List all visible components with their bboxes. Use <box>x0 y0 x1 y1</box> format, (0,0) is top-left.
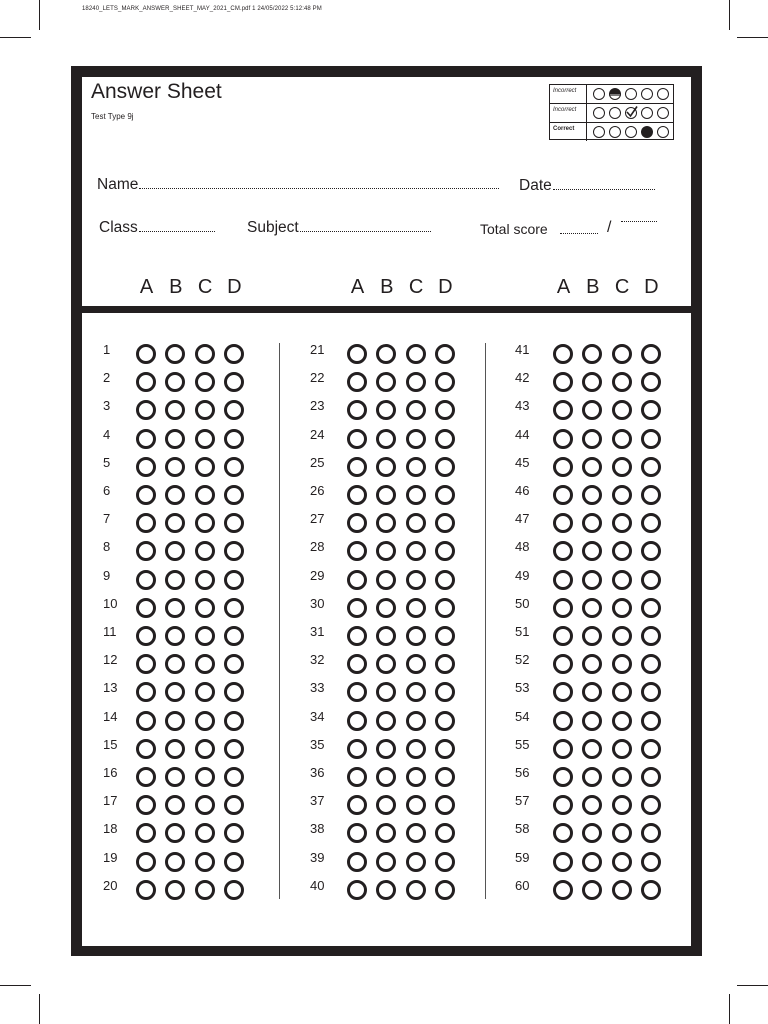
answer-bubble-c[interactable] <box>406 372 426 392</box>
answer-bubble-d[interactable] <box>224 739 244 759</box>
answer-bubble-c[interactable] <box>195 739 215 759</box>
answer-bubble-d[interactable] <box>435 598 455 618</box>
crop-mark <box>737 985 768 986</box>
answer-bubble-c[interactable] <box>612 485 632 505</box>
score-separator: / <box>607 219 612 236</box>
answer-bubble-a[interactable] <box>136 711 156 731</box>
subject-field[interactable] <box>247 219 431 237</box>
answer-bubble-d[interactable] <box>435 429 455 449</box>
question-number: 15 <box>103 736 118 752</box>
answer-bubble-c[interactable] <box>195 598 215 618</box>
answer-bubble-c[interactable] <box>406 767 426 787</box>
answer-bubble-d[interactable] <box>435 513 455 533</box>
answer-bubble-c[interactable] <box>612 682 632 702</box>
answer-bubble-c[interactable] <box>612 823 632 843</box>
question-number: 37 <box>310 793 325 809</box>
answer-bubble-c[interactable] <box>612 457 632 477</box>
answer-bubble-b[interactable] <box>165 711 185 731</box>
answer-bubble-a[interactable] <box>553 598 573 618</box>
answer-bubble-c[interactable] <box>406 682 426 702</box>
answer-bubble-b[interactable] <box>376 598 396 618</box>
option-letter-header: B <box>169 276 183 298</box>
answer-bubble-b[interactable] <box>582 739 602 759</box>
answer-bubble-a[interactable] <box>136 485 156 505</box>
answer-bubble-d[interactable] <box>641 654 661 674</box>
date-field[interactable] <box>519 177 655 195</box>
answer-bubble-b[interactable] <box>582 852 602 872</box>
option-letter-header: D <box>644 276 659 298</box>
answer-bubble-d[interactable] <box>641 485 661 505</box>
answer-bubble-d[interactable] <box>641 598 661 618</box>
question-number: 2 <box>103 370 111 386</box>
question-number: 24 <box>310 426 325 442</box>
question-number: 43 <box>515 398 530 414</box>
legend-tick-example <box>590 106 670 120</box>
answer-bubble-a[interactable] <box>553 485 573 505</box>
question-number: 22 <box>310 370 325 386</box>
answer-bubble-a[interactable] <box>136 739 156 759</box>
column-divider <box>485 343 486 899</box>
answer-bubble-a[interactable] <box>136 880 156 900</box>
question-number: 29 <box>310 567 325 583</box>
answer-bubble-a[interactable] <box>347 852 367 872</box>
answer-bubble-b[interactable] <box>582 457 602 477</box>
answer-bubble-c[interactable] <box>406 880 426 900</box>
answer-bubble-c[interactable] <box>406 513 426 533</box>
option-letter-header: C <box>614 276 630 298</box>
answer-bubble-d[interactable] <box>641 880 661 900</box>
answer-bubble-a[interactable] <box>347 429 367 449</box>
crop-mark <box>0 985 31 986</box>
total-score-label: Total score <box>480 221 548 237</box>
answer-bubble-a[interactable] <box>347 711 367 731</box>
option-letter-header: B <box>586 276 600 298</box>
answer-bubble-b[interactable] <box>165 739 185 759</box>
crop-mark <box>0 37 31 38</box>
question-number: 51 <box>515 624 530 639</box>
answer-bubble-a[interactable] <box>347 570 367 590</box>
option-letter-header: A <box>556 276 571 298</box>
answer-bubble-a[interactable] <box>553 457 573 477</box>
answer-bubble-a[interactable] <box>553 344 573 364</box>
option-letter-header: B <box>380 276 394 298</box>
answer-bubble-d[interactable] <box>435 880 455 900</box>
answer-bubble-d[interactable] <box>224 795 244 815</box>
answer-bubble-a[interactable] <box>136 570 156 590</box>
answer-bubble-c[interactable] <box>195 711 215 731</box>
answer-bubble-b[interactable] <box>582 880 602 900</box>
answer-bubble-b[interactable] <box>165 457 185 477</box>
answer-bubble-d[interactable] <box>224 711 244 731</box>
answer-bubble-d[interactable] <box>435 344 455 364</box>
answer-bubble-b[interactable] <box>376 570 396 590</box>
answer-bubble-a[interactable] <box>136 429 156 449</box>
answer-bubble-d[interactable] <box>641 739 661 759</box>
question-number: 31 <box>310 624 325 639</box>
answer-bubble-c[interactable] <box>406 344 426 364</box>
answer-bubble-c[interactable] <box>406 739 426 759</box>
answer-bubble-c[interactable] <box>195 852 215 872</box>
answer-bubble-c[interactable] <box>612 513 632 533</box>
answer-bubble-c[interactable] <box>612 852 632 872</box>
answer-bubble-d[interactable] <box>641 626 661 646</box>
crop-mark <box>39 0 40 30</box>
max-score-fill-line[interactable] <box>621 221 657 222</box>
answer-bubble-d[interactable] <box>641 767 661 787</box>
answer-bubble-c[interactable] <box>406 457 426 477</box>
question-number: 42 <box>515 370 530 386</box>
answer-bubble-d[interactable] <box>224 626 244 646</box>
answer-bubble-b[interactable] <box>165 570 185 590</box>
question-number: 21 <box>310 342 325 357</box>
answer-bubble-c[interactable] <box>612 598 632 618</box>
legend-row <box>550 122 673 141</box>
answer-bubble-a[interactable] <box>347 457 367 477</box>
answer-bubble-d[interactable] <box>435 570 455 590</box>
answer-bubble-d[interactable] <box>641 429 661 449</box>
question-number: 10 <box>103 595 118 611</box>
date-fill-line[interactable] <box>553 189 655 190</box>
legend-filled-example <box>590 125 670 139</box>
question-number: 60 <box>515 877 530 893</box>
answer-bubble-c[interactable] <box>195 457 215 477</box>
answer-bubble-c[interactable] <box>612 654 632 674</box>
answer-bubble-d[interactable] <box>435 852 455 872</box>
answer-bubble-c[interactable] <box>406 400 426 420</box>
option-letter-header: C <box>197 276 213 298</box>
answer-bubble-c[interactable] <box>195 344 215 364</box>
question-number: 19 <box>103 849 118 865</box>
answer-bubble-b[interactable] <box>376 711 396 731</box>
answer-bubble-c[interactable] <box>195 682 215 702</box>
answer-bubble-a[interactable] <box>553 711 573 731</box>
question-number: 7 <box>103 511 111 527</box>
answer-bubble-c[interactable] <box>195 400 215 420</box>
class-label: Class <box>99 219 138 236</box>
crop-mark <box>729 0 730 30</box>
name-fill-line[interactable] <box>139 188 499 189</box>
answer-bubble-a[interactable] <box>553 570 573 590</box>
answer-bubble-b[interactable] <box>376 880 396 900</box>
answer-bubble-d[interactable] <box>641 344 661 364</box>
answer-bubble-c[interactable] <box>612 711 632 731</box>
question-number: 48 <box>515 539 530 555</box>
print-header: 18240_LETS_MARK_ANSWER_SHEET_MAY_2021_CM.pdf 1 24/05/2022 5:12:48 PM <box>82 6 322 12</box>
answer-bubble-c[interactable] <box>406 485 426 505</box>
question-number: 38 <box>310 821 325 837</box>
answer-bubble-b[interactable] <box>376 852 396 872</box>
class-fill-line[interactable] <box>139 231 215 232</box>
answer-bubble-d[interactable] <box>435 372 455 392</box>
answer-bubble-c[interactable] <box>195 880 215 900</box>
option-letter-header: C <box>408 276 424 298</box>
question-number: 5 <box>103 454 111 470</box>
question-number: 47 <box>515 511 530 527</box>
answer-bubble-d[interactable] <box>224 344 244 364</box>
answer-bubble-c[interactable] <box>612 429 632 449</box>
answer-bubble-c[interactable] <box>612 372 632 392</box>
answer-bubble-d[interactable] <box>641 457 661 477</box>
answer-bubble-b[interactable] <box>376 739 396 759</box>
answer-bubble-d[interactable] <box>224 598 244 618</box>
question-number: 13 <box>103 680 118 696</box>
legend-label: Incorrect <box>553 107 577 113</box>
answer-bubble-b[interactable] <box>582 711 602 731</box>
option-letter-header: A <box>350 276 365 298</box>
date-label: Date <box>519 177 552 194</box>
answer-bubble-a[interactable] <box>347 485 367 505</box>
answer-bubble-b[interactable] <box>376 429 396 449</box>
question-number: 12 <box>103 652 118 668</box>
option-letter-header: D <box>227 276 242 298</box>
answer-bubble-a[interactable] <box>136 598 156 618</box>
answer-bubble-a[interactable] <box>347 626 367 646</box>
answer-bubble-b[interactable] <box>582 429 602 449</box>
question-number: 18 <box>103 821 118 837</box>
answer-bubble-d[interactable] <box>641 711 661 731</box>
question-number: 40 <box>310 877 325 893</box>
column-divider <box>279 343 280 899</box>
answer-bubble-d[interactable] <box>224 457 244 477</box>
answer-bubble-c[interactable] <box>195 823 215 843</box>
answer-bubble-c[interactable] <box>406 823 426 843</box>
answer-bubble-a[interactable] <box>136 344 156 364</box>
answer-bubble-d[interactable] <box>435 767 455 787</box>
answer-bubble-a[interactable] <box>136 457 156 477</box>
question-number: 20 <box>103 877 118 893</box>
question-number: 27 <box>310 511 325 527</box>
answer-bubble-d[interactable] <box>435 795 455 815</box>
answer-bubble-b[interactable] <box>165 880 185 900</box>
question-number: 44 <box>515 426 530 442</box>
answer-bubble-d[interactable] <box>435 485 455 505</box>
answer-bubble-c[interactable] <box>612 739 632 759</box>
answer-bubble-a[interactable] <box>553 626 573 646</box>
question-number: 1 <box>103 342 111 357</box>
question-number: 14 <box>103 708 118 724</box>
answer-bubble-a[interactable] <box>347 598 367 618</box>
option-letter-header: A <box>139 276 154 298</box>
total-score-field[interactable] <box>480 221 598 237</box>
answer-bubble-a[interactable] <box>347 880 367 900</box>
answer-bubble-d[interactable] <box>224 654 244 674</box>
answer-bubble-c[interactable] <box>612 767 632 787</box>
legend-label: Correct <box>553 126 575 132</box>
question-number: 4 <box>103 426 111 442</box>
answer-bubble-d[interactable] <box>224 767 244 787</box>
answer-bubble-d[interactable] <box>224 880 244 900</box>
answer-bubble-d[interactable] <box>641 795 661 815</box>
answer-bubble-a[interactable] <box>553 852 573 872</box>
question-number: 53 <box>515 680 530 696</box>
answer-bubble-a[interactable] <box>553 880 573 900</box>
question-number: 55 <box>515 736 530 752</box>
answer-bubble-a[interactable] <box>347 767 367 787</box>
question-number: 6 <box>103 483 111 498</box>
answer-bubble-b[interactable] <box>376 457 396 477</box>
answer-bubble-d[interactable] <box>224 429 244 449</box>
answer-bubble-c[interactable] <box>195 429 215 449</box>
question-number: 33 <box>310 680 325 696</box>
answer-bubble-a[interactable] <box>347 344 367 364</box>
answer-bubble-a[interactable] <box>136 767 156 787</box>
question-number: 32 <box>310 652 325 668</box>
name-label: Name <box>97 176 139 193</box>
answer-bubble-c[interactable] <box>406 654 426 674</box>
answer-bubble-c[interactable] <box>195 654 215 674</box>
answer-bubble-b[interactable] <box>165 598 185 618</box>
question-number: 59 <box>515 849 530 865</box>
question-number: 17 <box>103 793 118 809</box>
answer-bubble-c[interactable] <box>195 767 215 787</box>
question-number: 57 <box>515 793 530 809</box>
answer-bubble-c[interactable] <box>612 400 632 420</box>
answer-bubble-c[interactable] <box>195 485 215 505</box>
question-number: 23 <box>310 398 325 414</box>
answer-bubble-d[interactable] <box>435 654 455 674</box>
answer-bubble-c[interactable] <box>612 626 632 646</box>
legend-row <box>550 85 673 103</box>
max-score-field[interactable] <box>620 221 657 222</box>
test-type: Test Type 9j <box>91 112 134 121</box>
answer-bubble-c[interactable] <box>195 513 215 533</box>
answer-bubble-d[interactable] <box>641 372 661 392</box>
answer-bubble-c[interactable] <box>195 541 215 561</box>
answer-bubble-c[interactable] <box>195 795 215 815</box>
question-number: 56 <box>515 765 530 780</box>
answer-bubble-c[interactable] <box>195 372 215 392</box>
legend-half-filled-example <box>590 87 670 101</box>
answer-bubble-d[interactable] <box>224 513 244 533</box>
answer-bubble-d[interactable] <box>435 626 455 646</box>
answer-bubble-d[interactable] <box>435 739 455 759</box>
answer-bubble-a[interactable] <box>136 852 156 872</box>
name-field[interactable] <box>97 176 499 194</box>
answer-bubble-c[interactable] <box>406 711 426 731</box>
class-field[interactable] <box>99 219 215 237</box>
answer-bubble-c[interactable] <box>406 626 426 646</box>
legend-row <box>550 103 673 122</box>
answer-bubble-c[interactable] <box>406 598 426 618</box>
question-number: 49 <box>515 567 530 583</box>
crop-mark <box>39 994 40 1024</box>
question-number: 52 <box>515 652 530 668</box>
question-number: 25 <box>310 454 325 470</box>
answer-bubble-b[interactable] <box>165 852 185 872</box>
answer-bubble-c[interactable] <box>612 541 632 561</box>
sheet-title: Answer Sheet <box>91 80 222 103</box>
question-number: 8 <box>103 539 111 555</box>
question-number: 30 <box>310 595 325 611</box>
answer-bubble-a[interactable] <box>553 429 573 449</box>
question-number: 36 <box>310 765 325 780</box>
answer-bubble-c[interactable] <box>406 541 426 561</box>
question-number: 54 <box>515 708 530 724</box>
answer-bubble-c[interactable] <box>612 795 632 815</box>
answer-bubble-b[interactable] <box>582 570 602 590</box>
question-number: 3 <box>103 398 111 414</box>
answer-bubble-a[interactable] <box>347 739 367 759</box>
question-number: 46 <box>515 483 530 498</box>
score-fill-line[interactable] <box>560 233 598 234</box>
answer-bubble-c[interactable] <box>406 852 426 872</box>
answer-bubble-c[interactable] <box>406 429 426 449</box>
question-number: 9 <box>103 567 111 583</box>
answer-bubble-c[interactable] <box>406 570 426 590</box>
answer-bubble-c[interactable] <box>612 570 632 590</box>
answer-bubble-c[interactable] <box>612 344 632 364</box>
crop-mark <box>737 37 768 38</box>
answer-bubble-d[interactable] <box>224 570 244 590</box>
option-letter-header: D <box>438 276 453 298</box>
answer-bubble-d[interactable] <box>641 570 661 590</box>
answer-bubble-a[interactable] <box>553 739 573 759</box>
answer-bubble-a[interactable] <box>136 626 156 646</box>
answer-bubble-b[interactable] <box>582 598 602 618</box>
question-number: 50 <box>515 595 530 611</box>
answer-bubble-a[interactable] <box>553 767 573 787</box>
legend-label: Incorrect <box>553 88 577 94</box>
subject-label: Subject <box>247 219 299 236</box>
answer-bubble-c[interactable] <box>612 880 632 900</box>
question-number: 35 <box>310 736 325 752</box>
question-number: 41 <box>515 342 530 357</box>
answer-bubble-d[interactable] <box>224 852 244 872</box>
answer-bubble-c[interactable] <box>406 795 426 815</box>
crop-mark <box>729 994 730 1024</box>
question-number: 58 <box>515 821 530 837</box>
question-number: 26 <box>310 483 325 498</box>
marking-legend <box>549 84 674 140</box>
answer-bubble-d[interactable] <box>641 513 661 533</box>
answer-bubble-d[interactable] <box>435 457 455 477</box>
question-number: 34 <box>310 708 325 724</box>
question-number: 28 <box>310 539 325 555</box>
answer-bubble-c[interactable] <box>195 570 215 590</box>
question-number: 39 <box>310 849 325 865</box>
answer-bubble-c[interactable] <box>195 626 215 646</box>
question-number: 16 <box>103 765 118 780</box>
question-number: 11 <box>103 624 117 639</box>
answer-bubble-d[interactable] <box>641 852 661 872</box>
answer-bubble-b[interactable] <box>165 429 185 449</box>
question-number: 45 <box>515 454 530 470</box>
subject-fill-line[interactable] <box>300 231 431 232</box>
answer-bubble-d[interactable] <box>435 711 455 731</box>
answer-bubble-d[interactable] <box>224 485 244 505</box>
answer-bubble-d[interactable] <box>224 372 244 392</box>
